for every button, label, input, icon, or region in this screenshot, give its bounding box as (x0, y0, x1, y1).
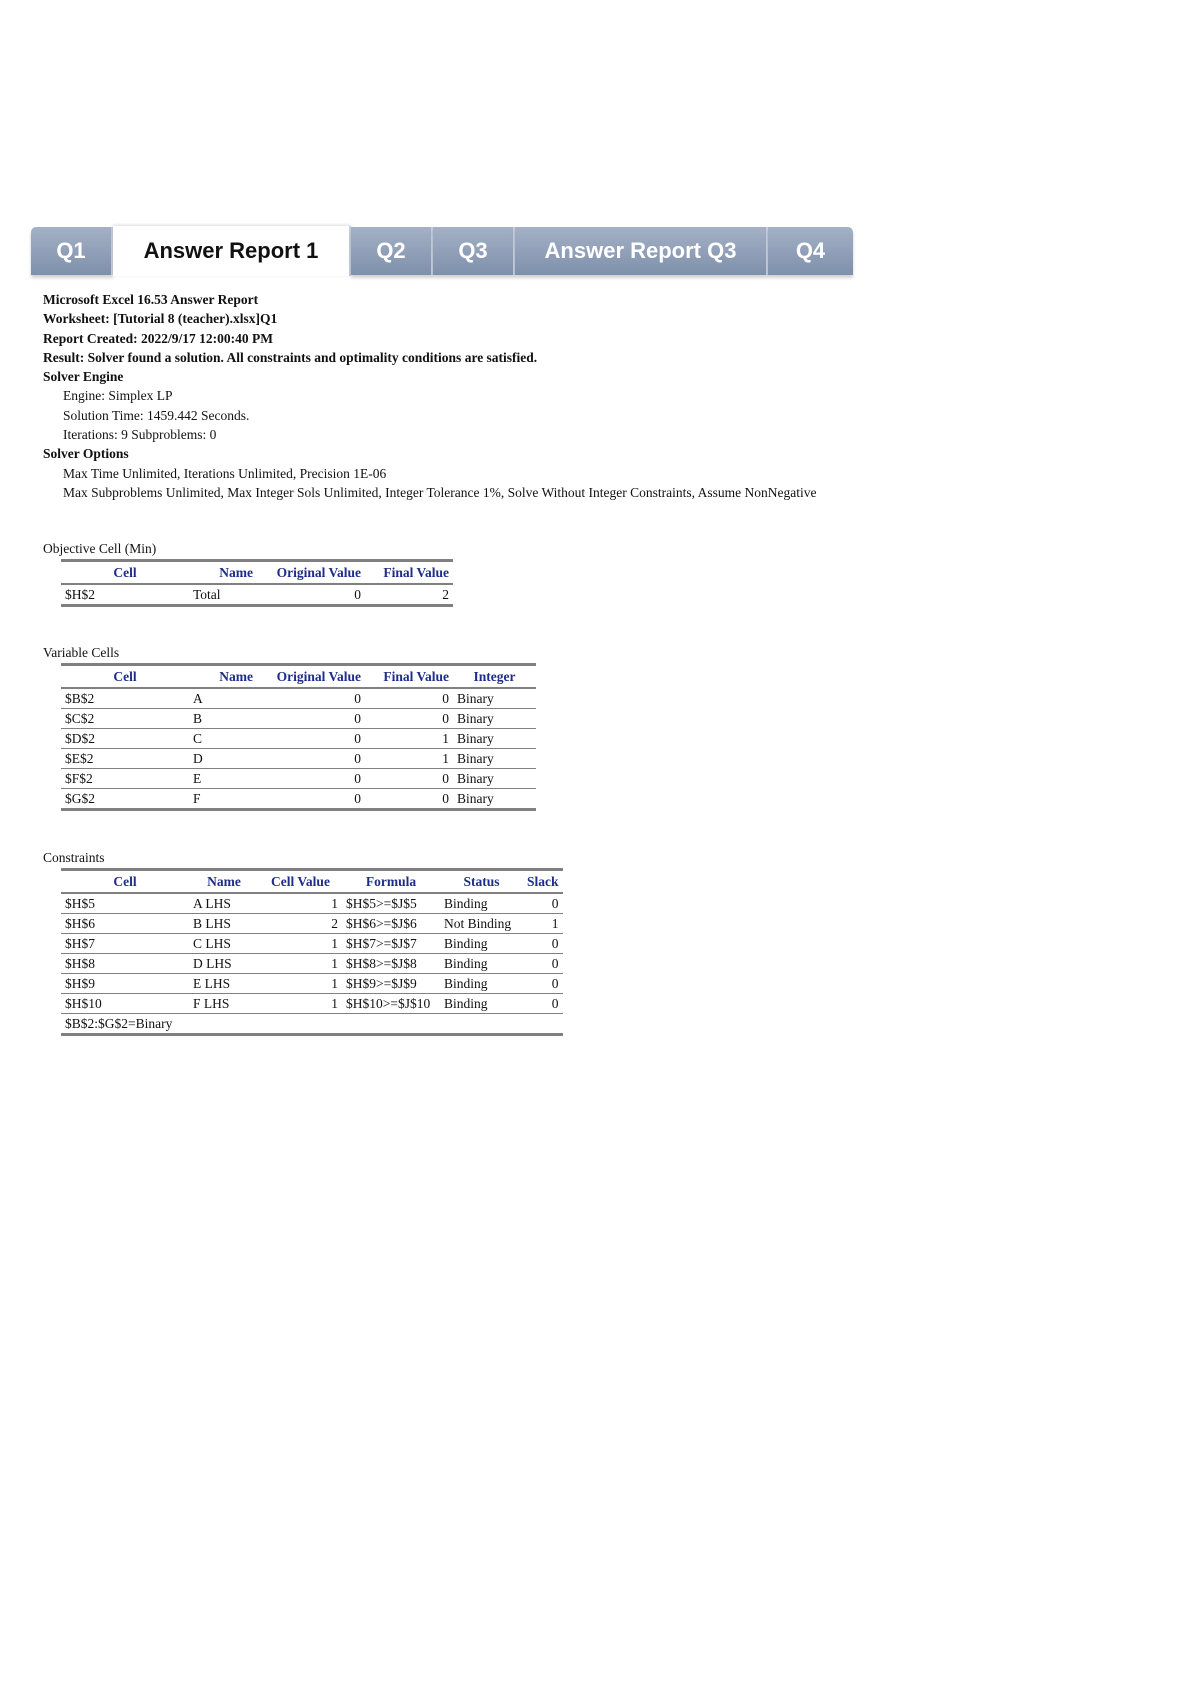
created-line: Report Created: 2022/9/17 12:00:40 PM (43, 330, 273, 346)
cell: B (189, 709, 257, 729)
table-row (61, 729, 536, 749)
cell: $E$2 (61, 749, 189, 769)
report-header (43, 290, 817, 502)
cell: F (193, 790, 201, 806)
cell: A (189, 688, 257, 709)
cell: 1 (259, 934, 342, 954)
cell: Binary (457, 790, 494, 806)
cell: A LHS (189, 893, 259, 914)
cell: 0 (365, 769, 453, 789)
cell: 0 (257, 769, 365, 789)
tab-q4[interactable]: Q4 (768, 227, 853, 275)
objective-table (61, 559, 453, 607)
cell: 0 (523, 934, 563, 954)
cell: $H$10 (61, 994, 189, 1014)
cell: $H$7 (61, 934, 189, 954)
tab-q1[interactable]: Q1 (31, 227, 113, 275)
col-header: Cell (61, 870, 189, 894)
cell: 1 (365, 749, 453, 769)
cell: Binary (453, 729, 536, 749)
cell: 2 (259, 914, 342, 934)
cell: 0 (257, 729, 365, 749)
cell: $H$8>=$J$8 (342, 954, 440, 974)
cell: Binary (453, 749, 536, 769)
cell: 0 (354, 790, 361, 806)
cell: $H$7>=$J$7 (342, 934, 440, 954)
cell: 0 (257, 749, 365, 769)
table-row (61, 934, 563, 954)
cell: E LHS (189, 974, 259, 994)
table-row (61, 789, 536, 810)
cell: 1 (259, 893, 342, 914)
col-header: Original Value (257, 561, 365, 585)
cell: $H$6>=$J$6 (342, 914, 440, 934)
table-row (61, 954, 563, 974)
table-row (61, 994, 563, 1014)
cell: 0 (365, 688, 453, 709)
cell: Binding (440, 934, 523, 954)
col-header: Final Value (365, 561, 453, 585)
tab-answer-report-q3[interactable]: Answer Report Q3 (515, 227, 768, 275)
col-header: Name (189, 665, 257, 689)
cell: 1 (259, 994, 342, 1014)
table-row (61, 769, 536, 789)
variables-title: Variable Cells (43, 645, 120, 660)
cell: $H$6 (61, 914, 189, 934)
cell: Binding (440, 893, 523, 914)
cell: Total (193, 586, 221, 602)
sheet-tab-bar (31, 226, 853, 278)
cell: $C$2 (61, 709, 189, 729)
options-line-1: Max Time Unlimited, Iterations Unlimited, Precision 1E-06 (63, 465, 387, 481)
col-header: Integer (453, 665, 536, 689)
cell: 0 (523, 954, 563, 974)
cell: 0 (365, 709, 453, 729)
objective-title: Objective Cell (Min) (43, 541, 157, 556)
binary-constraint: $B$2:$G$2=Binary (65, 1015, 173, 1031)
cell: B LHS (189, 914, 259, 934)
cell: 0 (354, 586, 361, 602)
cell: $D$2 (61, 729, 189, 749)
variables-table (61, 663, 536, 811)
col-header: Name (189, 870, 259, 894)
table-row (61, 914, 563, 934)
cell: 1 (259, 954, 342, 974)
col-header: Original Value (257, 665, 365, 689)
cell: 0 (523, 994, 563, 1014)
cell: 0 (523, 974, 563, 994)
col-header: Cell Value (259, 870, 342, 894)
cell: C (189, 729, 257, 749)
col-header: Final Value (365, 665, 453, 689)
cell: C LHS (189, 934, 259, 954)
table-row (61, 584, 453, 606)
cell: $H$9 (61, 974, 189, 994)
cell: $H$5 (61, 893, 189, 914)
cell: Binary (453, 709, 536, 729)
cell: D (189, 749, 257, 769)
cell: 0 (442, 790, 449, 806)
col-header: Slack (523, 870, 563, 894)
cell: 1 (523, 914, 563, 934)
report-title: Microsoft Excel 16.53 Answer Report (43, 292, 259, 307)
cell: 0 (257, 709, 365, 729)
cell: $H$5>=$J$5 (342, 893, 440, 914)
solution-time-line: Solution Time: 1459.442 Seconds. (63, 407, 250, 423)
cell: 0 (257, 688, 365, 709)
engine-line: Engine: Simplex LP (63, 388, 173, 404)
cell: Binding (440, 974, 523, 994)
result-line: Result: Solver found a solution. All constraints and optimality conditions are satisfied. (43, 349, 538, 365)
worksheet-line: Worksheet: [Tutorial 8 (teacher).xlsx]Q1 (43, 311, 278, 327)
solver-options-heading: Solver Options (43, 446, 129, 462)
col-header: Cell (61, 561, 189, 585)
cell: $B$2 (61, 688, 189, 709)
cell: $H$9>=$J$9 (342, 974, 440, 994)
cell: Binding (440, 994, 523, 1014)
cell: 0 (523, 893, 563, 914)
cell: $H$10>=$J$10 (342, 994, 440, 1014)
cell: E (189, 769, 257, 789)
col-header: Name (189, 561, 257, 585)
solver-engine-heading: Solver Engine (43, 369, 124, 385)
cell: 2 (442, 586, 449, 602)
table-row (61, 709, 536, 729)
cell: Not Binding (440, 914, 523, 934)
cell: 1 (259, 974, 342, 994)
table-row (61, 1014, 563, 1035)
cell: 1 (365, 729, 453, 749)
cell: $G$2 (65, 790, 95, 806)
cell: D LHS (189, 954, 259, 974)
tab-answer-report-1[interactable]: Answer Report 1 (113, 226, 351, 276)
table-row (61, 749, 536, 769)
options-line-2: Max Subproblems Unlimited, Max Integer Sols Unlimited, Integer Tolerance 1%, Solve Without Integer Constraints, Assume NonNegative (63, 484, 817, 500)
table-row (61, 974, 563, 994)
table-row (61, 688, 536, 709)
cell: F LHS (189, 994, 259, 1014)
cell: Binding (440, 954, 523, 974)
cell: Binary (453, 688, 536, 709)
table-row (61, 893, 563, 914)
cell: $F$2 (61, 769, 189, 789)
cell: $H$8 (61, 954, 189, 974)
iterations-line: Iterations: 9 Subproblems: 0 (63, 427, 217, 443)
col-header: Formula (342, 870, 440, 894)
col-header: Status (440, 870, 523, 894)
cell: Binary (453, 769, 536, 789)
constraints-table (61, 868, 563, 1036)
col-header: Cell (61, 665, 189, 689)
tab-q2[interactable]: Q2 (351, 227, 433, 275)
constraints-title: Constraints (43, 850, 105, 865)
cell: $H$2 (65, 586, 95, 602)
tab-q3[interactable]: Q3 (433, 227, 515, 275)
